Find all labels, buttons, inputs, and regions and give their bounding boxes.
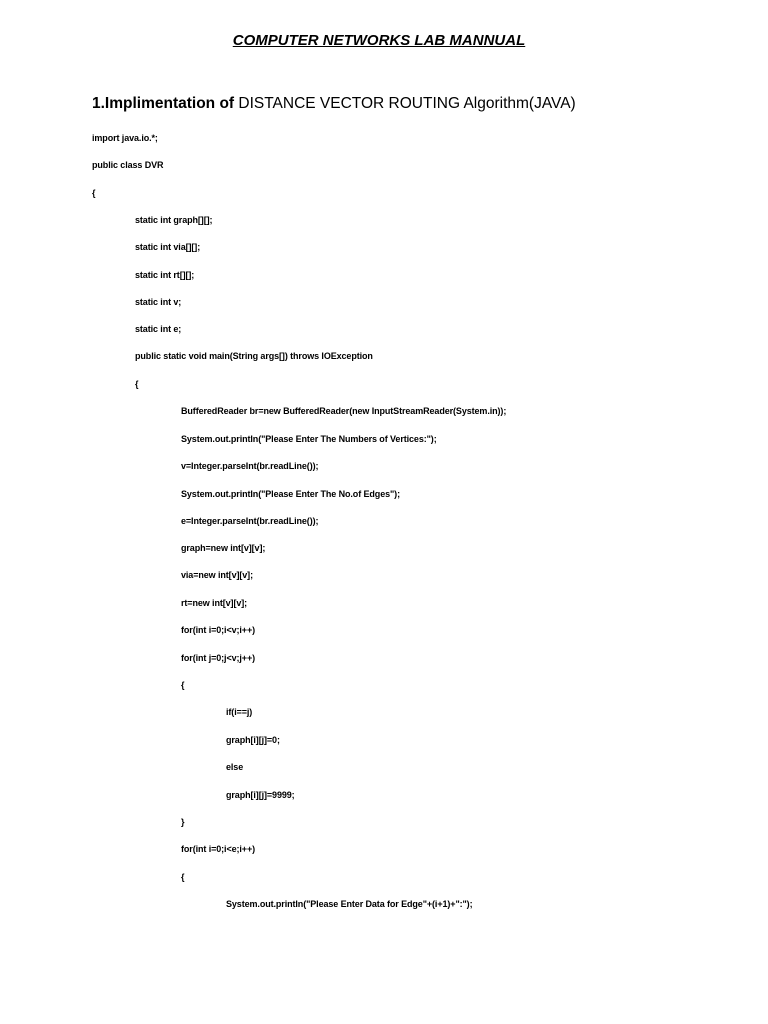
code-line: graph=new int[v][v]; xyxy=(181,543,266,553)
code-line: v=Integer.parseInt(br.readLine()); xyxy=(181,461,319,471)
code-line: System.out.println("Please Enter The Numbers of Vertices:"); xyxy=(181,434,437,444)
code-line: static int e; xyxy=(135,324,182,334)
code-line: via=new int[v][v]; xyxy=(181,570,253,580)
section-heading-text: DISTANCE VECTOR ROUTING Algorithm(JAVA) xyxy=(234,95,576,112)
code-line: { xyxy=(92,188,96,198)
code-line: else xyxy=(226,762,244,772)
code-line: static int v; xyxy=(135,297,182,307)
code-line: for(int j=0;j<v;j++) xyxy=(181,653,256,663)
code-line: { xyxy=(181,680,185,690)
section-heading-number: 1.Implimentation of xyxy=(92,95,235,112)
code-line: BufferedReader br=new BufferedReader(new InputStreamReader(System.in)); xyxy=(181,406,507,416)
code-line: static int graph[][]; xyxy=(135,215,213,225)
code-line: System.out.println("Please Enter Data for Edge"+(i+1)+":"); xyxy=(226,899,473,909)
code-line: for(int i=0;i<v;i++) xyxy=(181,625,256,635)
code-line: e=Integer.parseInt(br.readLine()); xyxy=(181,516,319,526)
code-line: { xyxy=(181,872,185,882)
code-line: static int via[][]; xyxy=(135,242,201,252)
code-line: static int rt[][]; xyxy=(135,270,195,280)
code-line: import java.io.*; xyxy=(92,133,158,143)
code-line: System.out.println("Please Enter The No.of Edges"); xyxy=(181,489,400,499)
code-line: public static void main(String args[]) throws IOException xyxy=(135,351,373,361)
code-line: } xyxy=(181,817,185,827)
code-line: graph[i][j]=0; xyxy=(226,735,280,745)
document-title: COMPUTER NETWORKS LAB MANNUAL xyxy=(232,32,526,49)
code-line: { xyxy=(135,379,139,389)
code-line: for(int i=0;i<e;i++) xyxy=(181,844,256,854)
code-line: public class DVR xyxy=(92,160,164,170)
code-line: if(i==j) xyxy=(226,707,253,717)
code-line: graph[i][j]=9999; xyxy=(226,790,295,800)
code-line: rt=new int[v][v]; xyxy=(181,598,248,608)
